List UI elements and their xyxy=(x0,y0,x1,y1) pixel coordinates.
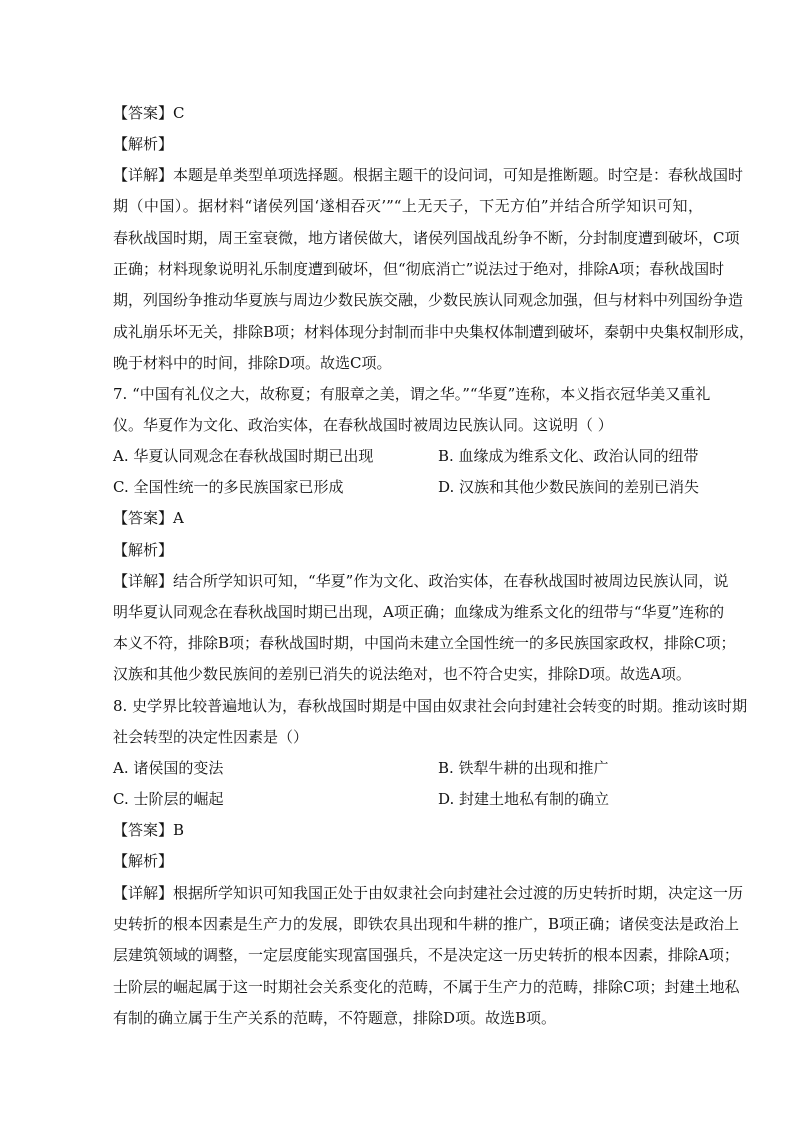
q6-detail-line: 春秋战国时期，周王室衰微，地方诸侯做大，诸侯列国战乱纷争不断，分封制度遭到破坏，C项 xyxy=(113,229,740,247)
q8-option-b: B. 铁犁牛耕的出现和推广 xyxy=(438,759,609,777)
q7-option-a: A. 华夏认同观念在春秋战国时期已出现 xyxy=(113,447,374,465)
q7-analysis-label: 【解析】 xyxy=(113,541,174,559)
q6-detail-line: 成礼崩乐坏无关，排除B项；材料体现分封制而非中央集权体制遭到破坏，秦朝中央集权制形成， xyxy=(113,323,755,341)
q6-detail-line: 正确；材料现象说明礼乐制度遭到破坏，但“彻底消亡”说法过于绝对，排除A项；春秋战国时 xyxy=(113,260,725,278)
q8-detail-line: 士阶层的崛起属于这一时期社会关系变化的范畴，不属于生产力的范畴，排除C项；封建土地私 xyxy=(113,978,740,996)
q8-option-d: D. 封建土地私有制的确立 xyxy=(438,790,610,808)
q6-answer: 【答案】C xyxy=(113,104,185,122)
q8-detail-line: 有制的确立属于生产关系的范畴，不符题意，排除D项。故选B项。 xyxy=(113,1009,557,1027)
q7-detail-line: 【详解】结合所学知识可知，“华夏”作为文化、政治实体，在春秋战国时被周边民族认同，说 xyxy=(113,572,729,590)
q7-detail-line: 汉族和其他少数民族间的差别已消失的说法绝对，也不符合史实，排除D项。故选A项。 xyxy=(113,665,691,683)
q8-option-c: C. 士阶层的崛起 xyxy=(113,790,224,808)
q7-option-c: C. 全国性统一的多民族国家已形成 xyxy=(113,478,344,496)
q8-detail-line: 【详解】根据所学知识可知我国正处于由奴隶社会向封建社会过渡的历史转折时期，决定这一历 xyxy=(113,884,744,902)
q6-detail-line: 晚于材料中的时间，排除D项。故选C项。 xyxy=(113,354,392,372)
q7-option-b: B. 血缘成为维系文化、政治认同的纽带 xyxy=(438,447,699,465)
q8-detail-line: 层建筑领域的调整，一定层度能实现富国强兵，不是决定这一历史转折的根本因素，排除A项； xyxy=(113,946,739,964)
q8-stem-line: 社会转型的决定性因素是（） xyxy=(113,728,309,746)
q6-detail-line: 【详解】本题是单类型单项选择题。根据主题干的设问词，可知是推断题。时空是：春秋战国时 xyxy=(113,166,744,184)
q7-option-d: D. 汉族和其他少数民族间的差别已消失 xyxy=(438,478,700,496)
q7-answer: 【答案】A xyxy=(113,509,184,527)
q8-option-a: A. 诸侯国的变法 xyxy=(113,759,224,777)
q6-detail-line: 期，列国纷争推动华夏族与周边少数民族交融，少数民族认同观念加强，但与材料中列国纷争造 xyxy=(113,291,744,309)
q8-stem-line: 8. 史学界比较普遍地认为，春秋战国时期是中国由奴隶社会向封建社会转变的时期。推动该时期 xyxy=(113,697,748,715)
q6-analysis-label: 【解析】 xyxy=(113,135,174,153)
q7-stem-line: 仪。华夏作为文化、政治实体，在春秋战国时被周边民族认同。这说明（ ） xyxy=(113,416,613,434)
q7-detail-line: 本义不符，排除B项；春秋战国时期，中国尚未建立全国性统一的多民族国家政权，排除C项； xyxy=(113,634,736,652)
q6-detail-line: 期（中国）。据材料“诸侯列国‘遂相吞灭’”“上无天子，下无方伯”并结合所学知识可知， xyxy=(113,197,703,215)
q7-stem-line: 7. “中国有礼仪之大，故称夏；有服章之美，谓之华。”“华夏”连称，本义指衣冠华美又重礼 xyxy=(113,385,711,403)
q7-detail-line: 明华夏认同观念在春秋战国时期已出现，A项正确；血缘成为维系文化的纽带与“华夏”连称的 xyxy=(113,603,725,621)
q8-answer: 【答案】B xyxy=(113,821,185,839)
q8-detail-line: 史转折的根本因素是生产力的发展，即铁农具出现和牛耕的推广，B项正确；诸侯变法是政治上 xyxy=(113,915,740,933)
q8-analysis-label: 【解析】 xyxy=(113,852,174,870)
